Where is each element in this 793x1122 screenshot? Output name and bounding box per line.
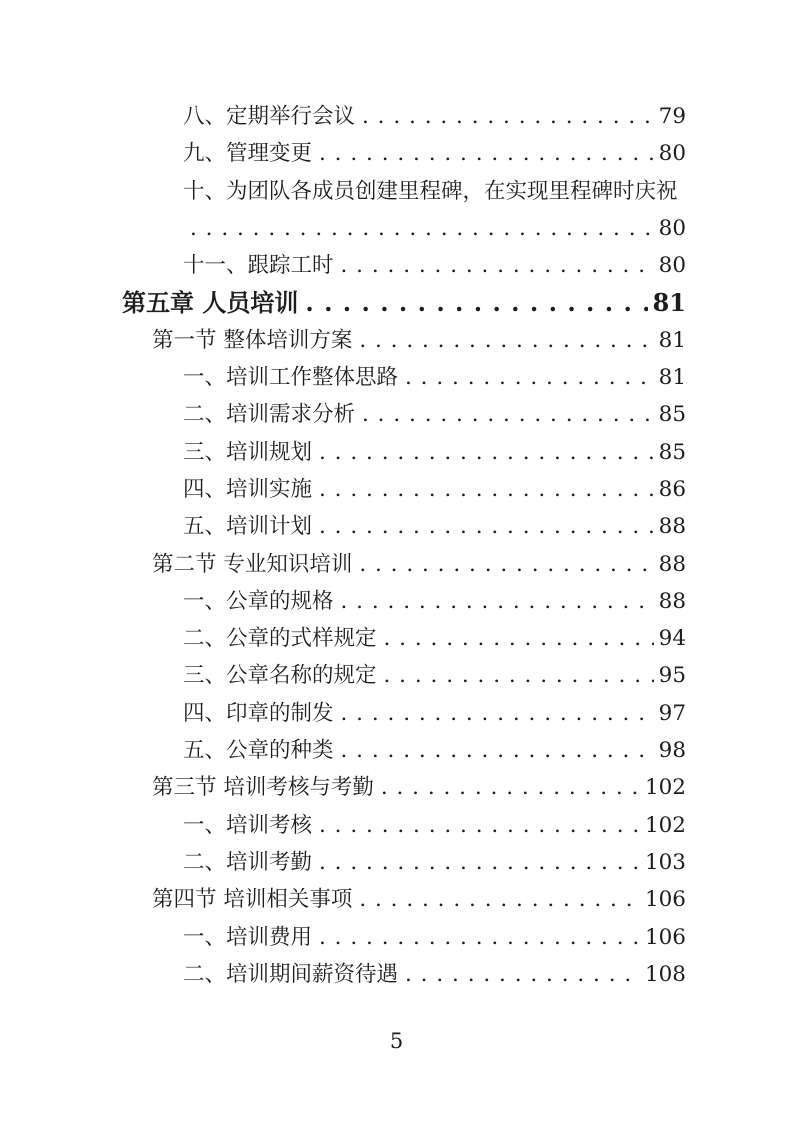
toc-entry-page: 103 [644,849,686,875]
toc-entry-label: 第二节 专业知识培训 [152,551,353,577]
toc-entry[interactable] [122,807,686,844]
toc-entry[interactable] [122,135,686,172]
toc-entry-page: 80 [658,215,686,241]
toc-entry[interactable] [122,546,686,583]
toc-entry[interactable] [122,508,686,545]
dot-leader [319,919,640,956]
toc-entry-page: 85 [658,439,686,465]
toc-entry[interactable] [122,471,686,508]
toc-entry[interactable] [122,247,686,284]
toc-entry[interactable] [122,769,686,806]
toc-entry-label: 第五章 人员培训 [122,288,299,318]
dot-leader [319,508,654,545]
dot-leader [359,322,653,359]
dot-leader [381,769,640,806]
toc-entry[interactable] [122,844,686,881]
toc-entry[interactable] [122,173,686,210]
toc-entry-page: 86 [658,476,686,502]
toc-entry-page: 106 [644,924,686,950]
dot-leader [190,210,654,247]
toc-entry[interactable] [122,583,686,620]
page-footer [0,1026,793,1056]
dot-leader [405,359,654,396]
toc-entry-label: 二、公章的式样规定 [183,626,377,652]
toc-entry-label: 二、培训期间薪资待遇 [183,961,399,987]
toc-entry-page: 88 [658,588,686,614]
toc-entry-label: 五、公章的种类 [183,738,334,764]
toc-entry[interactable] [122,396,686,433]
toc-entry[interactable] [122,210,686,247]
toc-entry-page: 81 [652,288,686,318]
dot-leader [362,396,654,433]
toc-entry[interactable] [122,919,686,956]
toc-entry-label: 四、培训实施 [183,476,313,502]
toc-entry-page: 108 [644,961,686,987]
toc-entry-label: 第四节 培训相关事项 [152,887,353,913]
toc-entry[interactable] [122,956,686,993]
dot-leader [305,284,647,321]
toc-entry-label: 三、培训规划 [183,439,313,465]
toc-entry-page: 102 [644,775,686,801]
toc-entry[interactable] [122,881,686,918]
toc-entry-page: 85 [658,402,686,428]
dot-leader [341,695,654,732]
dot-leader [319,844,640,881]
toc-entry-page: 98 [658,738,686,764]
dot-leader [341,583,654,620]
dot-leader [341,732,654,769]
toc-entry-page: 94 [658,626,686,652]
dot-leader [384,657,654,694]
toc-entry-label: 一、培训考核 [183,812,313,838]
toc-entry-page: 79 [658,104,686,129]
toc-entry-page: 80 [658,253,686,279]
toc-entry-label: 十一、跟踪工时 [183,253,334,279]
toc-entry[interactable] [122,657,686,694]
toc-entry-label: 一、培训工作整体思路 [183,365,399,391]
toc-entry-page: 81 [658,327,686,353]
table-of-contents [122,98,686,993]
toc-entry-label: 十、为团队各成员创建里程碑，在实现里程碑时庆祝 [183,178,678,204]
toc-entry-label: 五、培训计划 [183,514,313,540]
toc-entry-label: 一、公章的规格 [183,588,334,614]
dot-leader [319,434,654,471]
page-number: 5 [389,1029,404,1053]
toc-entry-label: 二、培训需求分析 [183,402,356,428]
dot-leader [319,471,654,508]
toc-entry[interactable] [122,695,686,732]
dot-leader [405,956,640,993]
toc-entry[interactable] [122,732,686,769]
toc-entry[interactable] [122,322,686,359]
toc-entry-label: 九、管理变更 [183,141,313,167]
toc-entry[interactable] [122,98,686,135]
toc-entry-label: 八、定期举行会议 [183,104,356,129]
toc-entry-page: 106 [644,887,686,913]
toc-entry-page: 88 [658,514,686,540]
toc-entry-page: 80 [658,141,686,167]
toc-entry-label: 第三节 培训考核与考勤 [152,775,374,801]
toc-entry-label: 三、公章名称的规定 [183,663,377,689]
toc-entry-label: 第一节 整体培训方案 [152,327,353,353]
toc-entry[interactable] [122,434,686,471]
toc-entry-label: 一、培训费用 [183,924,313,950]
toc-entry-page: 95 [658,663,686,689]
dot-leader [384,620,654,657]
toc-entry[interactable] [122,359,686,396]
toc-entry-label: 四、印章的制发 [183,700,334,726]
toc-entry[interactable] [122,284,686,321]
dot-leader [362,98,654,135]
dot-leader [341,247,654,284]
toc-entry[interactable] [122,620,686,657]
toc-entry-page: 81 [658,365,686,391]
toc-entry-page: 97 [658,700,686,726]
dot-leader [359,546,653,583]
dot-leader [319,135,654,172]
dot-leader [319,807,640,844]
toc-entry-page: 88 [658,551,686,577]
dot-leader [359,881,640,918]
toc-entry-page: 102 [644,812,686,838]
toc-entry-label: 二、培训考勤 [183,849,313,875]
